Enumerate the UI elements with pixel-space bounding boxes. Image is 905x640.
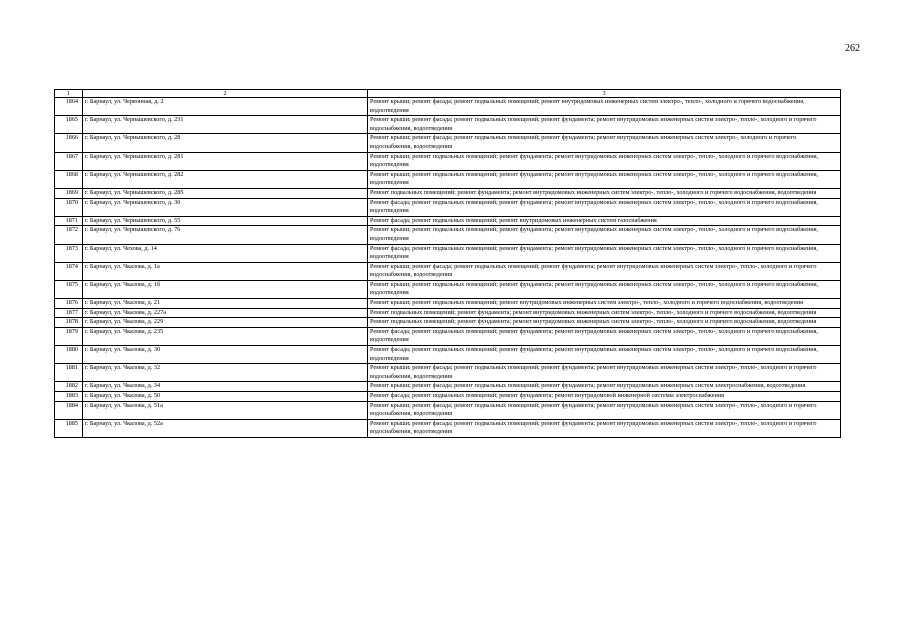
table-row xyxy=(55,401,841,419)
works-description-cell: Ремонт крыши; ремонт подвальных помещений; ремонт фундамента; ремонт внутридомовых инженерных систем электро-, тепло-, холодного и горячего водоснабжения, водоотведения xyxy=(368,152,841,170)
row-number-cell: 1881 xyxy=(55,364,83,382)
works-description-cell: Ремонт фасада; ремонт подвальных помещений; ремонт внутридомовых инженерных систем газоснабжения xyxy=(368,216,841,226)
address-cell: г. Барнаул, ул. Чернышевского, д. 231 xyxy=(83,116,368,134)
row-number-cell: 1873 xyxy=(55,244,83,262)
table-row xyxy=(55,198,841,216)
row-number-cell: 1870 xyxy=(55,198,83,216)
address-cell: г. Барнаул, ул. Червонная, д. 2 xyxy=(83,98,368,116)
works-description-cell: Ремонт крыши; ремонт фасада; ремонт подвальных помещений; ремонт фундамента; ремонт внутридомовых инженерных систем электро-, тепло-, холодного и горячего водоснабжения, водоотведения xyxy=(368,116,841,134)
works-description-cell: Ремонт крыши; ремонт фасада; ремонт подвальных помещений; ремонт фундамента; ремонт внутридомовых инженерных систем электро-, холодного и горячего водоснабжения, водоотведения xyxy=(368,134,841,152)
address-cell: г. Барнаул, ул. Чернышевского, д. 282 xyxy=(83,170,368,188)
address-cell: г. Барнаул, ул. Чкалова, д. 34 xyxy=(83,382,368,392)
table-row xyxy=(55,318,841,328)
address-cell: г. Барнаул, ул. Чкалова, д. 229 xyxy=(83,318,368,328)
table-row xyxy=(55,262,841,280)
row-number-cell: 1883 xyxy=(55,392,83,402)
row-number-cell: 1885 xyxy=(55,419,83,437)
table-row xyxy=(55,280,841,298)
address-cell: г. Барнаул, ул. Чкалова, д. 32 xyxy=(83,364,368,382)
works-description-cell: Ремонт крыши; ремонт фасада; ремонт подвальных помещений; ремонт фундамента; ремонт внутридомовых инженерных систем электроснабжения, водоотведения xyxy=(368,382,841,392)
table-row xyxy=(55,346,841,364)
works-description-cell: Ремонт крыши; ремонт подвальных помещений; ремонт фундамента; ремонт внутридомовых инженерных систем электро-, тепло-, холодного и горячего водоснабжения, водоотведения xyxy=(368,280,841,298)
address-cell: г. Барнаул, ул. Чернышевского, д. 30 xyxy=(83,198,368,216)
table-body xyxy=(55,90,841,438)
works-description-cell: Ремонт фасада; ремонт подвальных помещений; ремонт фундамента; ремонт внутридомовой инженерной системы электроснабжения xyxy=(368,392,841,402)
row-number-cell: 1872 xyxy=(55,226,83,244)
table-row xyxy=(55,152,841,170)
works-description-cell: Ремонт фасада; ремонт подвальных помещений; ремонт фундамента; ремонт внутридомовых инженерных систем электро-, тепло-, холодного и горячего водоснабжения, водоотведения xyxy=(368,327,841,345)
address-cell: г. Барнаул, ул. Чернышевского, д. 28 xyxy=(83,134,368,152)
table-row xyxy=(55,116,841,134)
table-row xyxy=(55,299,841,309)
row-number-cell: 1864 xyxy=(55,98,83,116)
address-cell: г. Барнаул, ул. Чкалова, д. 51а xyxy=(83,401,368,419)
row-number-cell: 1865 xyxy=(55,116,83,134)
works-description-cell: Ремонт крыши; ремонт подвальных помещений; ремонт внутридомовых инженерных систем электро-, тепло-, холодного и горячего водоснабжения, водоотведения xyxy=(368,299,841,309)
works-description-cell: Ремонт фасада; ремонт подвальных помещений; ремонт фундамента; ремонт внутридомовых инженерных систем электро-, тепло-, холодного и горячего водоснабжения, водоотведения xyxy=(368,198,841,216)
column-header-address: 2 xyxy=(83,90,368,98)
works-description-cell: Ремонт крыши; ремонт подвальных помещений; ремонт фундамента; ремонт внутридомовых инженерных систем электро-, тепло-, холодного и горячего водоснабжения, водоотведения xyxy=(368,170,841,188)
row-number-cell: 1869 xyxy=(55,188,83,198)
table-row xyxy=(55,308,841,318)
row-number-cell: 1875 xyxy=(55,280,83,298)
page-number: 262 xyxy=(845,43,860,54)
table-row xyxy=(55,244,841,262)
works-description-cell: Ремонт крыши; ремонт фасада; ремонт подвальных помещений; ремонт фундамента; ремонт внутридомовых инженерных систем электро-, тепло-, холодного и горячего водоснабжения, водоотведения xyxy=(368,401,841,419)
table-row xyxy=(55,188,841,198)
row-number-cell: 1874 xyxy=(55,262,83,280)
row-number-cell: 1866 xyxy=(55,134,83,152)
row-number-cell: 1879 xyxy=(55,327,83,345)
address-cell: г. Барнаул, ул. Чкалова, д. 21 xyxy=(83,299,368,309)
address-cell: г. Барнаул, ул. Чернышевского, д. 76 xyxy=(83,226,368,244)
row-number-cell: 1884 xyxy=(55,401,83,419)
row-number-cell: 1877 xyxy=(55,308,83,318)
address-cell: г. Барнаул, ул. Чехова, д. 14 xyxy=(83,244,368,262)
works-description-cell: Ремонт крыши; ремонт фасада; ремонт подвальных помещений; ремонт фундамента; ремонт внутридомовых инженерных систем электро-, тепло-, холодного и горячего водоснабжения, водоотведения xyxy=(368,364,841,382)
table-row xyxy=(55,226,841,244)
table-row xyxy=(55,216,841,226)
address-cell: г. Барнаул, ул. Чернышевского, д. 285 xyxy=(83,188,368,198)
works-description-cell: Ремонт крыши; ремонт фасада; ремонт подвальных помещений; ремонт внутридомовых инженерных систем электро-, тепло-, холодного и горячего водоснабжения, водоотведения xyxy=(368,98,841,116)
row-number-cell: 1878 xyxy=(55,318,83,328)
address-cell: г. Барнаул, ул. Чернышевского, д. 281 xyxy=(83,152,368,170)
works-description-cell: Ремонт крыши; ремонт подвальных помещений; ремонт фундамента; ремонт внутридомовых инженерных систем электро-, тепло-, холодного и горячего водоснабжения, водоотведения xyxy=(368,226,841,244)
works-description-cell: Ремонт фасада; ремонт подвальных помещений; ремонт фундамента; ремонт внутридомовых инженерных систем электро-, тепло-, холодного и горячего водоснабжения, водоотведения xyxy=(368,244,841,262)
works-description-cell: Ремонт подвальных помещений; ремонт фундамента; ремонт внутридомовых инженерных систем электро-, тепло-, холодного и горячего водоснабжения, водоотведения xyxy=(368,308,841,318)
row-number-cell: 1876 xyxy=(55,299,83,309)
table-row xyxy=(55,392,841,402)
table-row xyxy=(55,134,841,152)
table-row xyxy=(55,98,841,116)
works-description-cell: Ремонт подвальных помещений; ремонт фундамента; ремонт внутридомовых инженерных систем электро-, тепло-, холодного и горячего водоснабжения, водоотведения xyxy=(368,188,841,198)
address-cell: г. Барнаул, ул. Чкалова, д. 1б xyxy=(83,280,368,298)
address-cell: г. Барнаул, ул. Чкалова, д. 235 xyxy=(83,327,368,345)
address-cell: г. Барнаул, ул. Чкалова, д. 1а xyxy=(83,262,368,280)
table-row xyxy=(55,382,841,392)
row-number-cell: 1871 xyxy=(55,216,83,226)
row-number-cell: 1867 xyxy=(55,152,83,170)
address-cell: г. Барнаул, ул. Чкалова, д. 30 xyxy=(83,346,368,364)
address-cell: г. Барнаул, ул. Чкалова, д. 52а xyxy=(83,419,368,437)
table-row xyxy=(55,419,841,437)
column-header-number: 1 xyxy=(55,90,83,98)
works-description-cell: Ремонт подвальных помещений; ремонт фундамента; ремонт внутридомовых инженерных систем электро-, тепло-, холодного и горячего водоснабжения, водоотведения xyxy=(368,318,841,328)
works-description-cell: Ремонт крыши; ремонт фасада; ремонт подвальных помещений; ремонт фундамента; ремонт внутридомовых инженерных систем электро-, тепло-, холодного и горячего водоснабжения, водоотведения xyxy=(368,262,841,280)
works-registry-table xyxy=(54,89,841,438)
table-header-row xyxy=(55,90,841,98)
address-cell: г. Барнаул, ул. Чкалова, д. 227а xyxy=(83,308,368,318)
row-number-cell: 1868 xyxy=(55,170,83,188)
column-header-works: 3 xyxy=(368,90,841,98)
works-description-cell: Ремонт фасада; ремонт подвальных помещений; ремонт фундамента; ремонт внутридомовых инженерных систем электро-, тепло-, холодного и горячего водоснабжения, водоотведения xyxy=(368,346,841,364)
address-cell: г. Барнаул, ул. Чкалова, д. 50 xyxy=(83,392,368,402)
table-row xyxy=(55,170,841,188)
row-number-cell: 1882 xyxy=(55,382,83,392)
row-number-cell: 1880 xyxy=(55,346,83,364)
address-cell: г. Барнаул, ул. Чернышевского, д. 55 xyxy=(83,216,368,226)
table-row xyxy=(55,364,841,382)
works-description-cell: Ремонт крыши; ремонт фасада; ремонт подвальных помещений; ремонт фундамента; ремонт внутридомовых инженерных систем электро-, тепло-, холодного и горячего водоснабжения, водоотведения xyxy=(368,419,841,437)
table-row xyxy=(55,327,841,345)
